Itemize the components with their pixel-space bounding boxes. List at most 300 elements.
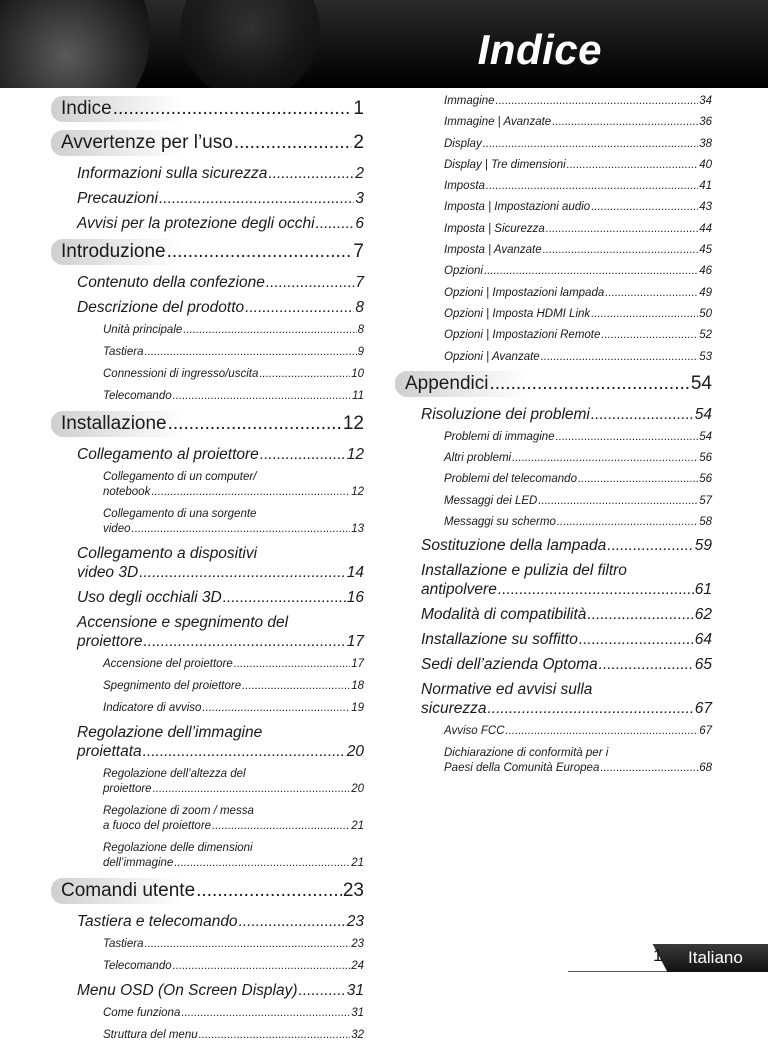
toc-entry-row <box>421 699 712 718</box>
toc-entry-page: 57 <box>699 494 712 507</box>
toc-entry-page: 17 <box>351 658 364 670</box>
dot-leader <box>153 782 351 797</box>
toc-entry-title: Opzioni <box>444 265 483 278</box>
toc-entry-page: 34 <box>699 95 712 107</box>
toc-entry-title: Spegnimento del proiettore <box>103 680 242 692</box>
toc-entry-title: Telecomando <box>103 390 172 402</box>
toc-entry-row <box>77 632 364 651</box>
toc-entry-page: 62 <box>694 606 712 624</box>
dot-leader <box>498 580 694 599</box>
toc-entry-sub[interactable] <box>395 494 712 509</box>
dot-leader <box>143 742 346 761</box>
toc-entry-page: 21 <box>351 820 364 832</box>
toc-entry-title: Imposta <box>444 180 485 193</box>
toc-entry-page: 50 <box>699 307 712 320</box>
dot-leader <box>266 273 355 292</box>
toc-entry-title: Display <box>444 137 482 150</box>
dot-leader <box>145 345 357 360</box>
toc-entry-sub[interactable] <box>51 657 364 672</box>
toc-entry-sub[interactable] <box>51 841 364 871</box>
toc-entry-row <box>444 494 712 509</box>
dot-leader <box>599 655 694 674</box>
dot-leader <box>299 981 346 1000</box>
toc-entry-title: Immagine <box>444 95 495 107</box>
toc-entry-chapter[interactable] <box>51 239 364 265</box>
toc-entry-sec[interactable] <box>51 298 364 317</box>
toc-entry-row <box>444 94 712 109</box>
toc-entry-title: Uso degli occhiali 3D <box>77 589 222 606</box>
toc-entry-title: Altri problemi <box>444 452 512 465</box>
dot-leader <box>159 189 354 208</box>
toc-entry-page: 45 <box>699 244 712 257</box>
toc-entry-sub[interactable] <box>51 389 364 404</box>
dot-leader <box>173 959 351 974</box>
dot-leader <box>316 214 355 233</box>
toc-entry-sub[interactable] <box>51 679 364 694</box>
toc-entry-title: Sostituzione della lampada <box>421 537 607 555</box>
dot-leader <box>591 405 694 424</box>
toc-entry-page: 10 <box>351 368 364 380</box>
toc-entry-sub[interactable] <box>51 470 364 500</box>
toc-entry-sub[interactable] <box>395 94 712 109</box>
toc-entry-row <box>444 137 712 152</box>
toc-entry-title: Problemi di immagine <box>444 430 555 443</box>
toc-entry-page: 6 <box>355 215 364 232</box>
toc-entry-page: 21 <box>351 857 364 869</box>
dot-leader <box>181 1006 350 1021</box>
toc-entry-title: Messaggi dei LED <box>444 494 538 507</box>
toc-entry-page: 2 <box>355 165 364 182</box>
toc-entry-row <box>103 345 364 360</box>
toc-entry-page: 49 <box>699 286 712 299</box>
toc-entry-row <box>421 630 712 649</box>
toc-entry-page: 31 <box>351 1007 364 1019</box>
toc-entry-page: 7 <box>353 241 364 262</box>
toc-entry-row <box>421 655 712 674</box>
toc-entry-title: Tastiera <box>103 938 144 950</box>
dot-leader <box>591 307 698 322</box>
toc-entry-title: Menu OSD (On Screen Display) <box>77 982 298 999</box>
toc-entry-sub[interactable] <box>395 430 712 445</box>
toc-entry-page: 31 <box>346 982 364 999</box>
toc-entry-row <box>77 588 364 607</box>
toc-entry-title: proiettata <box>77 743 142 760</box>
toc-entry-row <box>444 430 712 445</box>
toc-entry-title-line: Regolazione delle dimensioni <box>103 842 253 854</box>
toc-entry-page: 12 <box>342 413 364 434</box>
toc-entry-title: video 3D <box>77 564 139 581</box>
toc-entry-title: Imposta | Sicurezza <box>444 222 545 235</box>
toc-entry-title: video <box>103 523 131 535</box>
toc-entry-sec[interactable] <box>395 405 712 424</box>
toc-entry-row <box>103 959 364 974</box>
toc-entry-title-line: Regolazione dell’immagine <box>77 724 263 741</box>
toc-entry-row <box>444 515 712 530</box>
toc-entry-page: 23 <box>351 938 364 950</box>
toc-entry-sec[interactable] <box>51 189 364 208</box>
toc-entry-page: 3 <box>355 190 364 207</box>
toc-entry-title: Opzioni | Impostazioni lampada <box>444 286 605 299</box>
dot-leader <box>483 137 698 152</box>
dot-leader <box>151 485 350 500</box>
dot-leader <box>223 588 346 607</box>
toc-entry-row <box>77 164 364 183</box>
toc-entry-row <box>103 782 364 797</box>
dot-leader <box>145 937 351 952</box>
toc-entry-page: 40 <box>699 158 712 171</box>
toc-entry-sub[interactable] <box>51 367 364 382</box>
dot-leader <box>607 536 693 555</box>
toc-entry-row <box>444 761 712 776</box>
toc-entry-title: Contenuto della confezione <box>77 274 265 291</box>
toc-entry-title: Modalità di compatibilità <box>421 606 587 624</box>
page-title: Indice <box>477 26 602 73</box>
toc-entry-sec[interactable] <box>51 981 364 1000</box>
toc-entry-title: Opzioni | Impostazioni Remote <box>444 329 601 342</box>
toc-entry-row <box>61 411 364 437</box>
dot-leader <box>512 451 698 466</box>
toc-entry-sec[interactable] <box>51 588 364 607</box>
toc-entry-page: 14 <box>346 564 364 581</box>
dot-leader <box>173 389 351 404</box>
toc-entry-row <box>444 350 712 365</box>
toc-entry-sub[interactable] <box>51 1006 364 1021</box>
toc-entry-sub[interactable] <box>395 350 712 365</box>
toc-entry-sec[interactable] <box>395 630 712 649</box>
dot-leader <box>546 222 698 237</box>
toc-entry-page: 43 <box>699 201 712 214</box>
toc-entry-row <box>103 1006 364 1021</box>
toc-entry-row <box>77 214 364 233</box>
dot-leader <box>578 472 698 487</box>
toc-entry-title: proiettore <box>103 783 152 795</box>
toc-entry-sec[interactable] <box>51 912 364 931</box>
toc-entry-page: 9 <box>357 346 364 358</box>
toc-entry-row <box>103 701 364 716</box>
toc-entry-page: 52 <box>699 329 712 342</box>
dot-leader <box>605 286 698 301</box>
toc-entry-title: dell’immagine <box>103 857 174 869</box>
dot-leader <box>143 632 345 651</box>
toc-entry-page: 18 <box>351 680 364 692</box>
toc-entry-title: Risoluzione dei problemi <box>421 405 590 423</box>
toc-entry-title-line: Normative ed avvisi sulla <box>421 681 593 699</box>
dot-leader <box>183 323 356 338</box>
page-number: 1 <box>653 946 663 965</box>
toc-entry-title: Precauzioni <box>77 190 158 207</box>
toc-entry-page: 2 <box>353 132 364 153</box>
toc-entry-page: 61 <box>694 581 712 599</box>
toc-entry-row <box>421 605 712 624</box>
toc-entry-sub[interactable] <box>51 507 364 537</box>
toc-entry-sec[interactable] <box>51 214 364 233</box>
toc-entry-title: antipolvere <box>421 581 497 599</box>
toc-entry-title-line: Dichiarazione di conformità per i <box>444 746 609 759</box>
toc-entry-sub[interactable] <box>395 746 712 776</box>
toc-entry-row <box>103 856 364 871</box>
dot-leader <box>567 158 699 173</box>
dot-leader <box>484 264 698 279</box>
toc-entry-title: Unità principale <box>103 324 183 336</box>
toc-entry-row <box>77 912 364 931</box>
toc-entry-sub[interactable] <box>395 286 712 301</box>
toc-entry-page: 54 <box>699 430 712 443</box>
toc-entry-sub[interactable] <box>51 323 364 338</box>
toc-entry-row <box>421 405 712 424</box>
toc-entry-title: Telecomando <box>103 960 172 972</box>
toc-entry-sub[interactable] <box>395 200 712 215</box>
toc-entry-title-line: Regolazione di zoom / messa <box>103 805 254 817</box>
toc-entry-row <box>61 96 364 122</box>
dot-leader <box>538 494 698 509</box>
toc-entry-row <box>103 367 364 382</box>
toc-entry-title: Messaggi su schermo <box>444 516 556 529</box>
toc-entry-title: Appendici <box>405 372 489 394</box>
toc-entry-row <box>103 819 364 834</box>
toc-entry-title: Avvisi per la protezione degli occhi <box>77 215 315 232</box>
dot-leader <box>496 94 699 109</box>
toc-entry-row <box>444 158 712 173</box>
toc-entry-row <box>444 307 712 322</box>
toc-entry-title: Collegamento al proiettore <box>77 446 259 463</box>
toc-entry-page: 58 <box>699 516 712 529</box>
dot-leader <box>489 371 689 397</box>
toc-entry-title-line: Installazione e pulizia del filtro <box>421 562 627 580</box>
toc-entry-sub[interactable] <box>395 115 712 130</box>
toc-entry-page: 13 <box>351 523 364 535</box>
toc-entry-page: 20 <box>351 783 364 795</box>
toc-entry-row <box>103 522 364 537</box>
toc-entry-row <box>444 328 712 343</box>
toc-entry-row <box>77 445 364 464</box>
dot-leader <box>487 699 693 718</box>
toc-entry-row <box>103 485 364 500</box>
toc-entry-sub[interactable] <box>395 307 712 322</box>
toc-entry-page: 67 <box>699 725 712 738</box>
toc-entry-sub[interactable] <box>51 345 364 360</box>
toc-entry-sub[interactable] <box>395 472 712 487</box>
toc-entry-title: Introduzione <box>61 241 166 262</box>
toc-entry-sec[interactable] <box>395 561 712 599</box>
toc-entry-page: 12 <box>351 486 364 498</box>
toc-entry-sec[interactable] <box>51 445 364 464</box>
toc-entry-sub[interactable] <box>395 179 712 194</box>
toc-entry-row <box>77 563 364 582</box>
toc-entry-page: 36 <box>699 116 712 129</box>
dot-leader <box>174 856 350 871</box>
dot-leader <box>196 878 342 904</box>
toc-entry-row <box>61 239 364 265</box>
toc-entry-sec[interactable] <box>395 536 712 555</box>
toc-entry-row <box>61 130 364 156</box>
toc-entry-title: Indice <box>61 98 112 119</box>
dot-leader <box>591 200 698 215</box>
dot-leader <box>506 724 699 739</box>
toc-entry-page: 65 <box>694 656 712 674</box>
toc-entry-title-line: Collegamento di un computer/ <box>103 471 257 483</box>
toc-entry-chapter[interactable] <box>51 411 364 437</box>
toc-entry-row <box>421 536 712 555</box>
toc-entry-row <box>77 298 364 317</box>
toc-entry-title: Connessioni di ingresso/uscita <box>103 368 259 380</box>
toc-entry-title: Comandi utente <box>61 880 196 901</box>
language-label: Italiano <box>688 948 743 967</box>
toc-entry-title: Accensione del proiettore <box>103 658 233 670</box>
toc-entry-sub[interactable] <box>395 328 712 343</box>
toc-entry-page: 19 <box>351 702 364 714</box>
toc-entry-sub[interactable] <box>51 959 364 974</box>
toc-entry-row <box>444 724 712 739</box>
toc-entry-page: 59 <box>694 537 712 555</box>
toc-entry-title: Struttura del menu <box>103 1029 198 1041</box>
toc-entry-sec[interactable] <box>395 655 712 674</box>
toc-entry-row <box>444 451 712 466</box>
toc-entry-page: 38 <box>699 137 712 150</box>
toc-entry-sec[interactable] <box>51 273 364 292</box>
toc-entry-sub[interactable] <box>51 701 364 716</box>
dot-leader <box>543 243 699 258</box>
toc-entry-title-line: Accensione e spegnimento del <box>77 614 289 631</box>
toc-right-column <box>395 94 712 782</box>
toc-entry-sec[interactable] <box>51 613 364 651</box>
dot-leader <box>486 179 698 194</box>
dot-leader <box>132 522 351 537</box>
toc-entry-row <box>61 878 364 904</box>
toc-entry-title: Opzioni | Imposta HDMI Link <box>444 307 591 320</box>
toc-entry-sec[interactable] <box>395 605 712 624</box>
toc-entry-row <box>421 580 712 599</box>
toc-entry-row <box>103 1028 364 1043</box>
dot-leader <box>239 912 346 931</box>
toc-entry-page: 17 <box>346 633 364 650</box>
toc-entry-sec[interactable] <box>395 680 712 718</box>
toc-entry-page: 7 <box>355 274 364 291</box>
toc-entry-title: sicurezza <box>421 700 487 718</box>
dot-leader <box>552 115 698 130</box>
toc-entry-row <box>103 389 364 404</box>
toc-entry-row <box>77 742 364 761</box>
toc-entry-title-line: Collegamento a dispositivi <box>77 545 258 562</box>
toc-entry-row <box>405 371 712 397</box>
toc-entry-page: 12 <box>346 446 364 463</box>
dot-leader <box>557 515 698 530</box>
toc-entry-title: Descrizione del prodotto <box>77 299 245 316</box>
toc-entry-row <box>77 189 364 208</box>
toc-entry-page: 16 <box>346 589 364 606</box>
toc-entry-title: notebook <box>103 486 151 498</box>
toc-entry-row <box>444 200 712 215</box>
toc-entry-sub[interactable] <box>51 767 364 797</box>
toc-entry-page: 54 <box>690 372 712 394</box>
toc-entry-row <box>77 981 364 1000</box>
toc-entry-row <box>444 179 712 194</box>
toc-entry-row <box>77 273 364 292</box>
toc-entry-title: Display | Tre dimensioni <box>444 158 566 171</box>
dot-leader <box>587 605 693 624</box>
toc-entry-title: Imposta | Avanzate <box>444 244 542 257</box>
toc-entry-page: 1 <box>353 98 364 119</box>
toc-entry-sub[interactable] <box>395 451 712 466</box>
toc-entry-title: Installazione su soffitto <box>421 631 578 649</box>
toc-entry-title: proiettore <box>77 633 143 650</box>
toc-entry-sub[interactable] <box>395 158 712 173</box>
toc-entry-sub[interactable] <box>395 264 712 279</box>
toc-entry-title: Installazione <box>61 413 167 434</box>
toc-entry-chapter[interactable] <box>395 371 712 397</box>
toc-entry-title: Tastiera <box>103 346 144 358</box>
toc-entry-sub[interactable] <box>51 937 364 952</box>
toc-entry-sub[interactable] <box>395 515 712 530</box>
toc-entry-page: 53 <box>699 350 712 363</box>
toc-entry-page: 8 <box>355 299 364 316</box>
toc-entry-title: Avvertenze per l’uso <box>61 132 233 153</box>
dot-leader <box>202 701 350 716</box>
toc-entry-page: 56 <box>699 452 712 465</box>
toc-entry-sub[interactable] <box>395 222 712 237</box>
toc-entry-page: 64 <box>694 631 712 649</box>
toc-entry-row <box>444 115 712 130</box>
toc-entry-page: 67 <box>694 700 712 718</box>
dot-leader <box>579 630 694 649</box>
dot-leader <box>113 96 353 122</box>
toc-entry-row <box>444 222 712 237</box>
dot-leader <box>242 679 350 694</box>
toc-entry-sub[interactable] <box>395 724 712 739</box>
toc-entry-sec[interactable] <box>51 164 364 183</box>
dot-leader <box>268 164 354 183</box>
toc-entry-chapter[interactable] <box>51 96 364 122</box>
toc-entry-sec[interactable] <box>51 544 364 582</box>
dot-leader <box>601 328 698 343</box>
dot-leader <box>234 657 350 672</box>
toc-entry-row <box>444 472 712 487</box>
toc-entry-sub[interactable] <box>395 137 712 152</box>
toc-entry-title: Immagine | Avanzate <box>444 116 552 129</box>
toc-entry-row <box>444 286 712 301</box>
toc-entry-title: Sedi dell’azienda Optoma <box>421 656 598 674</box>
toc-entry-page: 23 <box>342 880 364 901</box>
toc-entry-page: 8 <box>357 324 364 336</box>
toc-entry-row <box>103 679 364 694</box>
toc-entry-page: 46 <box>699 265 712 278</box>
toc-entry-chapter[interactable] <box>51 878 364 904</box>
dot-leader <box>556 430 699 445</box>
dot-leader <box>167 239 353 265</box>
toc-entry-chapter[interactable] <box>51 130 364 156</box>
toc-entry-sub[interactable] <box>51 1028 364 1043</box>
toc-entry-title: Informazioni sulla sicurezza <box>77 165 268 182</box>
toc-entry-title: Problemi del telecomando <box>444 473 577 486</box>
dot-leader <box>212 819 350 834</box>
toc-entry-title: Opzioni | Avanzate <box>444 350 540 363</box>
toc-entry-page: 56 <box>699 473 712 486</box>
dot-leader <box>541 350 699 365</box>
toc-entry-page: 23 <box>346 913 364 930</box>
toc-entry-sub[interactable] <box>395 243 712 258</box>
toc-entry-title-line: Regolazione dell’altezza del <box>103 768 246 780</box>
dot-leader <box>199 1028 351 1043</box>
toc-entry-row <box>103 323 364 338</box>
toc-entry-title: Avviso FCC <box>444 725 505 738</box>
toc-entry-row <box>103 657 364 672</box>
dot-leader <box>245 298 354 317</box>
toc-entry-title-line: Collegamento di una sorgente <box>103 508 257 520</box>
toc-entry-page: 68 <box>699 761 712 774</box>
page-header <box>0 0 768 88</box>
lens-graphic <box>180 0 320 88</box>
toc-entry-sec[interactable] <box>51 723 364 761</box>
toc-entry-sub[interactable] <box>51 804 364 834</box>
